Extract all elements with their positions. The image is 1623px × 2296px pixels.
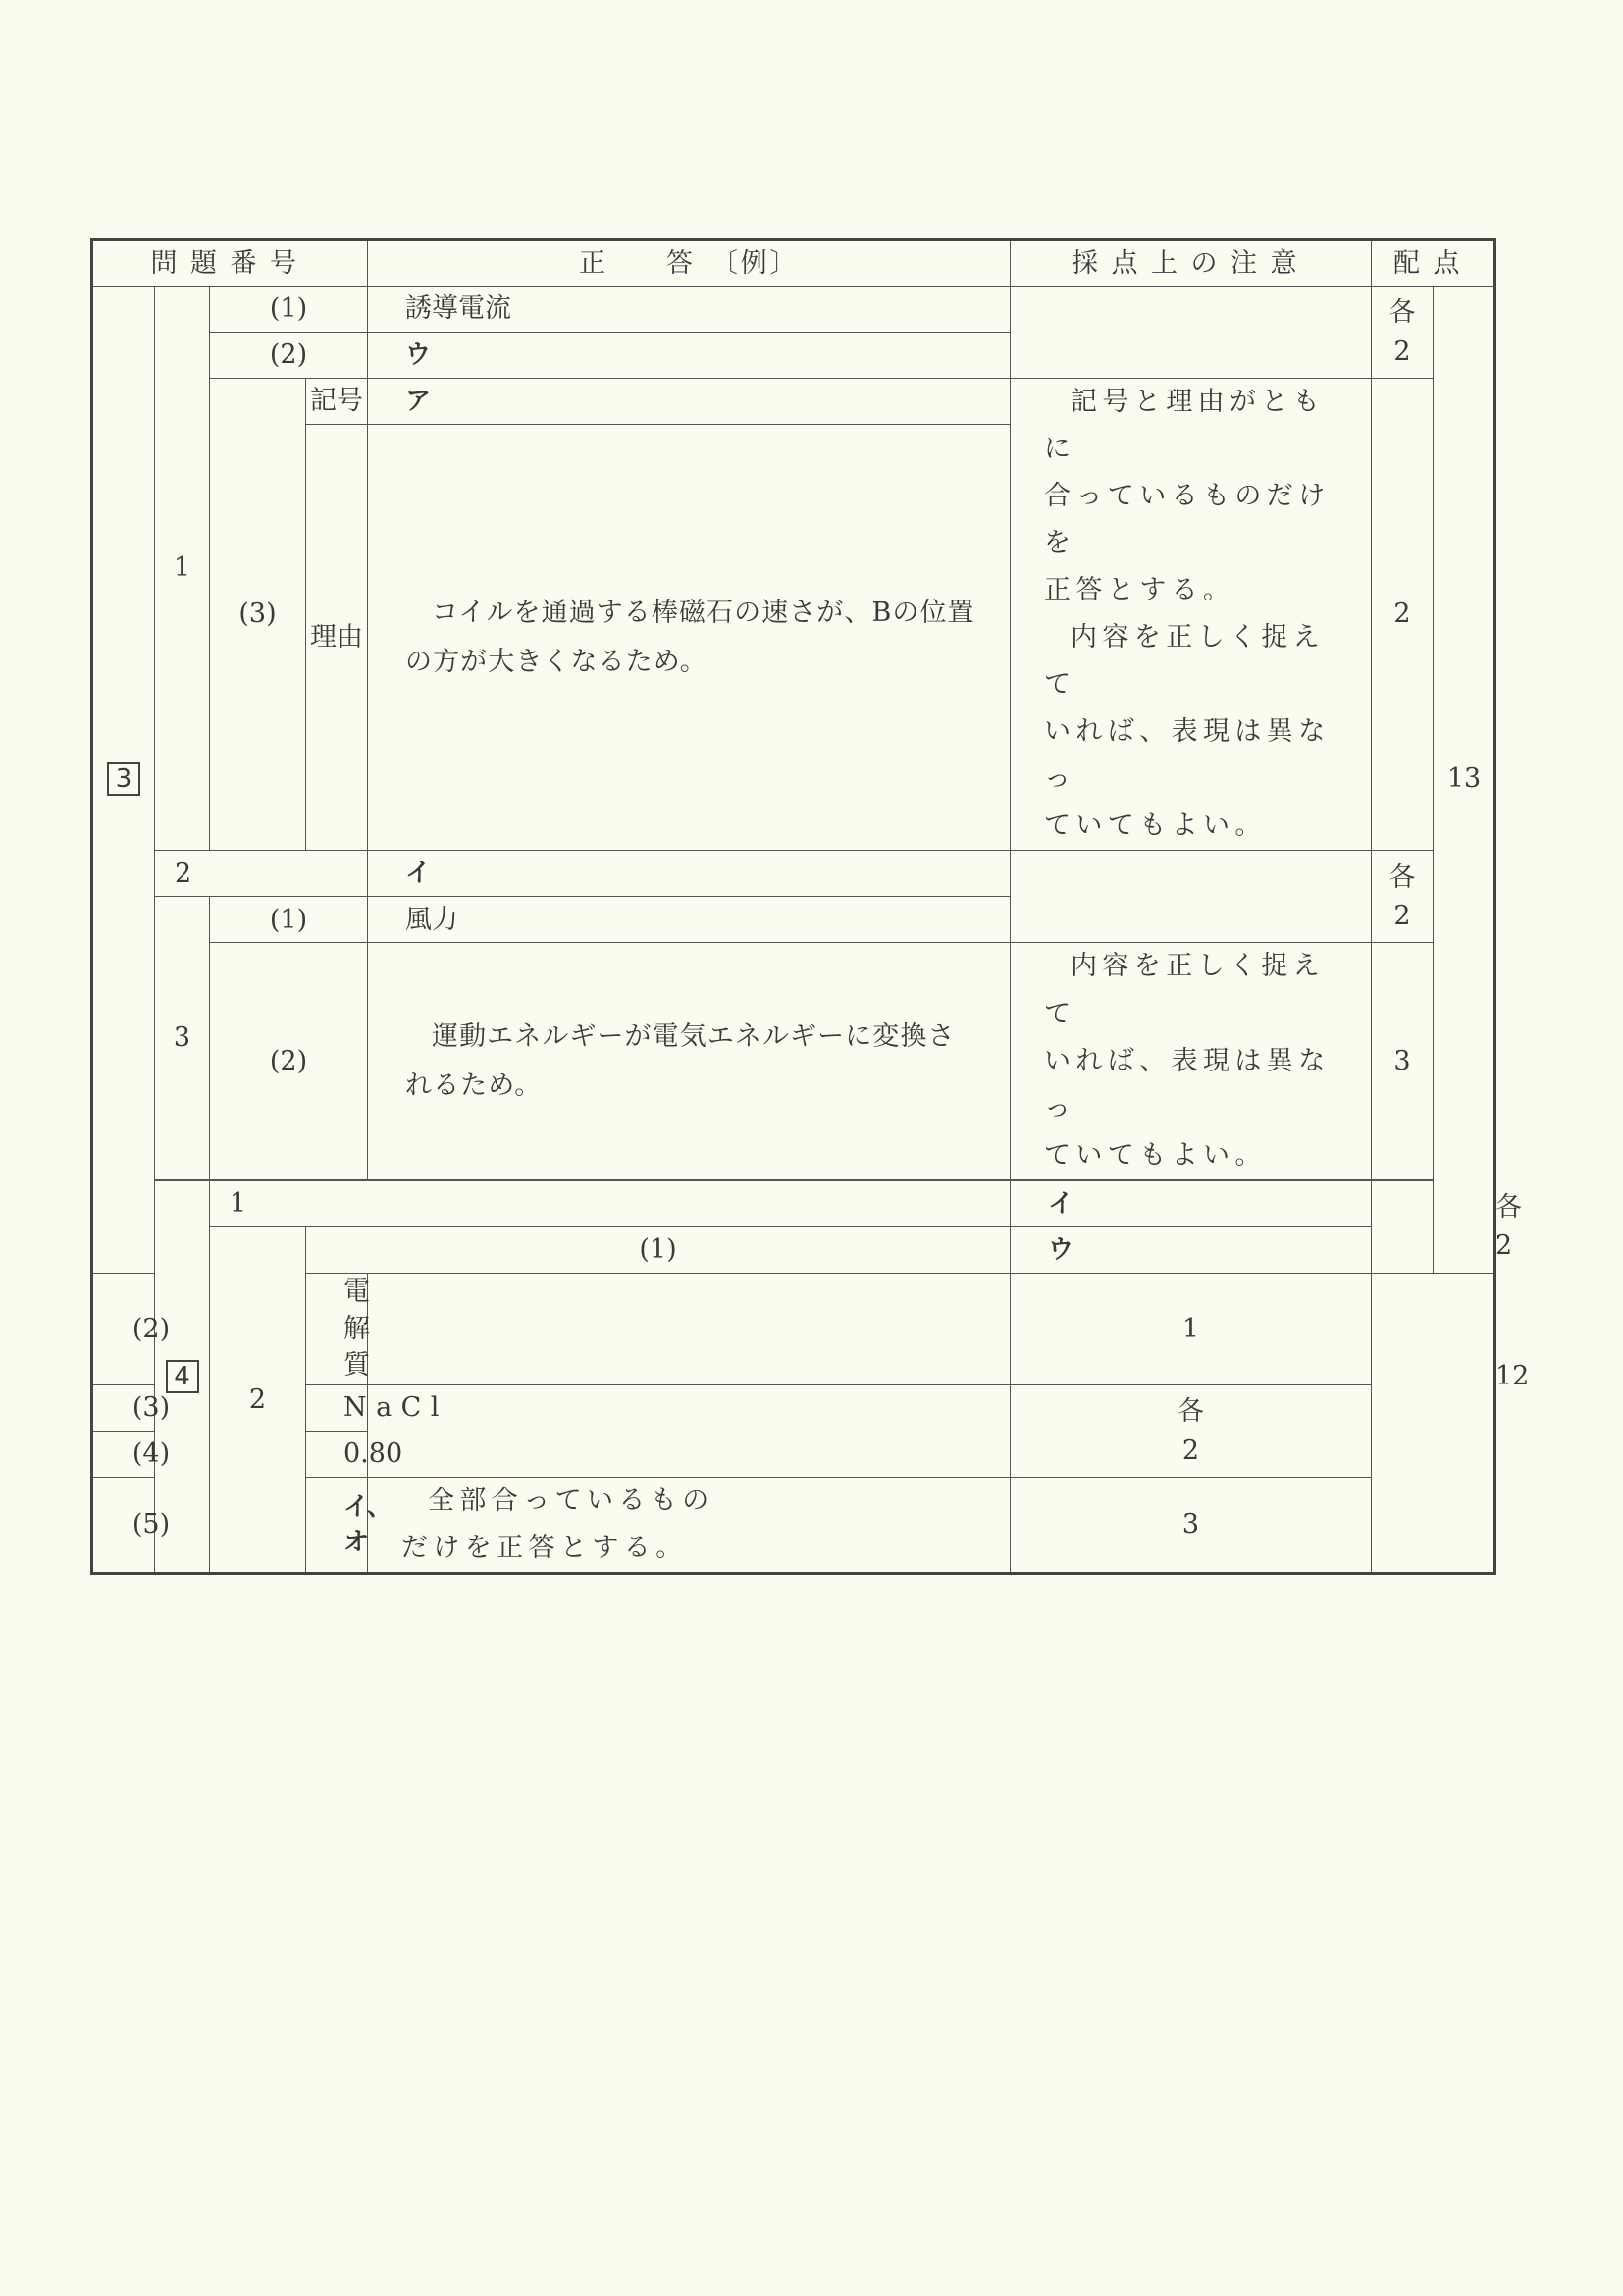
header-points: 配点: [1372, 240, 1495, 287]
s4-q2-2-points: 1: [1011, 1273, 1372, 1384]
s3-q1-3-symbol-answer: ア: [368, 379, 1011, 425]
note-line: ていてもよい。: [1044, 1139, 1267, 1171]
s4-q2-3-label: (3): [92, 1385, 210, 1432]
points-each: 各: [1388, 297, 1416, 329]
s3-q23-note: [1011, 851, 1372, 943]
s3-q1-3-points: 2: [1372, 379, 1434, 851]
s4-q2-2-note: [368, 1273, 1011, 1384]
note-line: ていてもよい。: [1044, 810, 1267, 842]
s4-q2-4-label: (4): [92, 1432, 210, 1478]
s4-q1-label: [210, 1180, 1011, 1226]
note-line: 合っているものだけを: [1044, 481, 1331, 559]
s3-q1-2-label: (2): [210, 333, 368, 379]
s3-q1-3-note: [1011, 379, 1372, 851]
table-row: [92, 1226, 1495, 1273]
s3-q3-label: 3: [155, 897, 210, 1179]
points-value: 2: [1393, 336, 1411, 367]
note-line: 内容を正しく捉えて: [1044, 622, 1326, 701]
s4-q2-34-note: [368, 1385, 1011, 1478]
s3-q3-2-answer: [368, 943, 1011, 1179]
s4-q2-5-answer: イ、オ: [306, 1478, 368, 1573]
table-row: [92, 379, 1495, 425]
s3-q1-12-note: [1011, 287, 1372, 379]
note-line: 内容を正しく捉えて: [1044, 951, 1326, 1029]
table-row: [92, 943, 1495, 1022]
points-value: 2: [1393, 900, 1411, 931]
s3-q1-label: 1: [155, 287, 210, 851]
answer-text: 運動エネルギーが電気エネルギーに変換されるため。: [405, 1020, 956, 1101]
points-each: 各: [1178, 1396, 1204, 1428]
s4-q1-number: 1: [230, 1187, 247, 1219]
table-row: [92, 851, 1495, 897]
question-box-4: 4: [166, 1360, 199, 1393]
s4-q1-note: [1372, 1180, 1434, 1273]
s3-q1-3-symbol-label: 記号: [306, 379, 368, 425]
note-line: 全部合っているもの: [428, 1486, 714, 1517]
s4-q2-label: 2: [210, 1226, 306, 1573]
question-box-3: 3: [107, 762, 140, 796]
s3-q1-12-points: [1372, 287, 1434, 379]
s4-q2-1-label: (1): [306, 1226, 1011, 1273]
answer-key-sheet: [90, 238, 1530, 1564]
note-line: いれば、表現は異なっ: [1044, 716, 1331, 795]
s3-q2-answer: イ: [368, 851, 1011, 897]
s3-q1-1-answer: 誘導電流: [368, 287, 1011, 333]
points-each: 各: [1388, 861, 1416, 893]
note-line: いれば、表現は異なっ: [1044, 1045, 1331, 1123]
reason-text: コイルを通過する棒磁石の速さが、Bの位置の方が大きくなるため。: [405, 597, 975, 677]
header-answer: 正 答 〔例〕: [368, 240, 1011, 287]
s4-q2-5-label: (5): [92, 1478, 210, 1573]
points-value: 2: [1181, 1435, 1200, 1466]
s3-q3-2-points: 3: [1372, 943, 1434, 1179]
table-row: 4 1 イ 各 2 12: [92, 1180, 1495, 1226]
s3-q3-1-label: (1): [210, 897, 368, 943]
s3-q23-points: [1372, 851, 1434, 943]
s4-q2-5-points: 3: [1011, 1478, 1372, 1573]
note-line: だけを正答とする。: [401, 1533, 688, 1564]
s4-q2-3-answer: NaCl: [306, 1385, 368, 1432]
s3-q1-1-label: (1): [210, 287, 368, 333]
s4-q2-4-answer: 0.80: [306, 1432, 368, 1478]
answer-key-table: [90, 238, 1530, 1575]
note-line: 正答とする。: [1044, 575, 1235, 606]
note-line: 記号と理由がともに: [1044, 387, 1326, 465]
section-3-total: 13: [1434, 287, 1495, 1274]
s4-q1-answer: イ: [1011, 1180, 1372, 1226]
s3-q1-2-answer: ウ: [368, 333, 1011, 379]
s4-q2-2-answer: 電解質: [306, 1273, 368, 1384]
s3-q1-3-label: (3): [210, 379, 306, 851]
s3-q2-label: [155, 851, 368, 897]
s3-q3-2-label: (2): [210, 943, 368, 1179]
header-row: [92, 240, 1495, 287]
s3-q3-1-answer: 風力: [368, 897, 1011, 943]
s3-q1-3-reason-label: 理由: [306, 425, 368, 851]
s3-q3-2-note: [1011, 943, 1372, 1179]
table-row: [92, 287, 1495, 333]
s4-q2-2-label: (2): [92, 1273, 210, 1384]
header-grading-note: 採点上の注意: [1011, 240, 1372, 287]
s3-q1-3-reason-answer: [368, 425, 1011, 851]
header-question-number: 問題番号: [92, 240, 368, 287]
s4-q2-5-note: [368, 1478, 1011, 1573]
section-3-number: [92, 287, 155, 1274]
s4-q2-1-answer: ウ: [1011, 1226, 1372, 1273]
s4-q2-34-points: [1011, 1385, 1372, 1478]
s3-q2-number: 2: [175, 858, 192, 889]
